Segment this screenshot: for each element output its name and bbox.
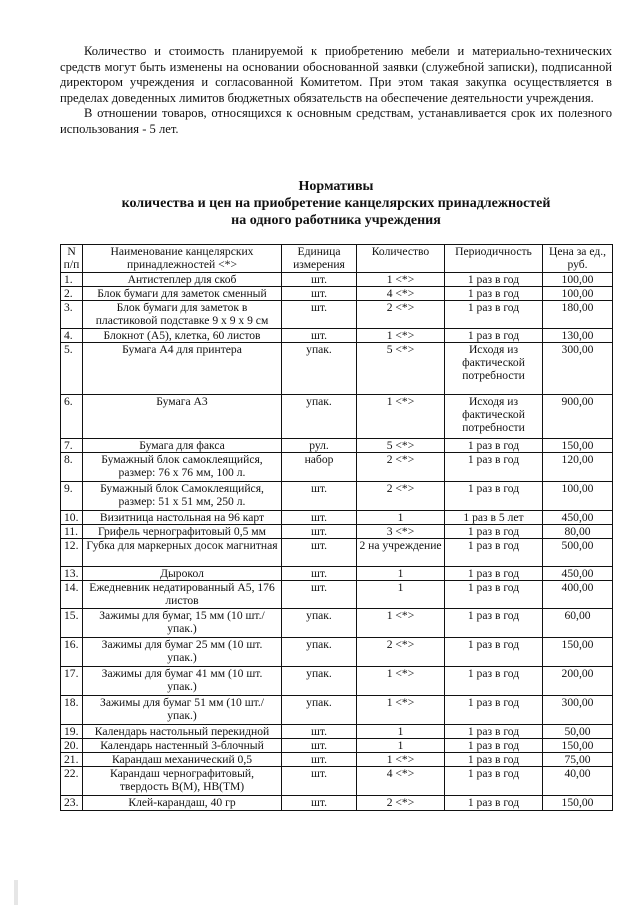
cell-unit: шт. <box>282 273 357 287</box>
cell-quantity: 2 <*> <box>357 453 445 482</box>
table-row <box>61 567 613 581</box>
cell-periodicity: 1 раз в год <box>445 667 543 696</box>
cell-unit: шт. <box>282 301 357 329</box>
cell-number: 14. <box>61 581 83 609</box>
table-row <box>61 301 613 329</box>
cell-periodicity: 1 раз в год <box>445 767 543 796</box>
cell-price: 450,00 <box>543 567 613 581</box>
cell-periodicity: 1 раз в 5 лет <box>445 511 543 525</box>
scan-edge-mark <box>14 880 18 905</box>
cell-name: Клей-карандаш, 40 гр <box>83 796 282 811</box>
cell-name: Бумажный блок самоклеящийся, размер: 76 х 76 мм, 100 л. <box>83 453 282 482</box>
intro-paragraph-2: В отношении товаров, относящихся к основным средствам, устанавливается срок их полезного использования - 5 лет. <box>60 106 612 136</box>
table-row <box>61 696 613 725</box>
cell-name: Блок бумаги для заметок в пластиковой подставке 9 х 9 х 9 см <box>83 301 282 329</box>
cell-number: 1. <box>61 273 83 287</box>
cell-price: 40,00 <box>543 767 613 796</box>
header-name: Наименование канцелярских принадлежностей <*> <box>83 245 282 273</box>
cell-number: 6. <box>61 395 83 439</box>
cell-quantity: 1 <*> <box>357 273 445 287</box>
cell-number: 8. <box>61 453 83 482</box>
table-row <box>61 395 613 439</box>
cell-price: 100,00 <box>543 287 613 301</box>
cell-quantity: 5 <*> <box>357 439 445 453</box>
cell-unit: шт. <box>282 329 357 343</box>
cell-number: 4. <box>61 329 83 343</box>
cell-number: 10. <box>61 511 83 525</box>
cell-periodicity: Исходя из фактической потребности <box>445 395 543 439</box>
cell-unit: шт. <box>282 482 357 511</box>
cell-unit: упак. <box>282 667 357 696</box>
table-row <box>61 453 613 482</box>
cell-periodicity: 1 раз в год <box>445 273 543 287</box>
cell-quantity: 1 <box>357 581 445 609</box>
cell-periodicity: 1 раз в год <box>445 453 543 482</box>
cell-name: Зажимы для бумаг 51 мм (10 шт./упак.) <box>83 696 282 725</box>
cell-unit: набор <box>282 453 357 482</box>
cell-quantity: 4 <*> <box>357 287 445 301</box>
cell-unit: шт. <box>282 539 357 567</box>
cell-name: Визитница настольная на 96 карт <box>83 511 282 525</box>
cell-unit: шт. <box>282 725 357 739</box>
cell-quantity: 3 <*> <box>357 525 445 539</box>
cell-periodicity: 1 раз в год <box>445 567 543 581</box>
cell-quantity: 1 <box>357 739 445 753</box>
cell-periodicity: 1 раз в год <box>445 301 543 329</box>
cell-quantity: 1 <*> <box>357 753 445 767</box>
cell-unit: шт. <box>282 753 357 767</box>
cell-name: Бумага для факса <box>83 439 282 453</box>
header-number: N п/п <box>61 245 83 273</box>
cell-number: 9. <box>61 482 83 511</box>
heading-line-2: количества и цен на приобретение канцелярских принадлежностей <box>121 196 551 211</box>
cell-price: 300,00 <box>543 343 613 395</box>
cell-quantity: 1 <box>357 511 445 525</box>
table-row <box>61 482 613 511</box>
cell-periodicity: 1 раз в год <box>445 609 543 638</box>
cell-periodicity: 1 раз в год <box>445 329 543 343</box>
table-row <box>61 767 613 796</box>
table-row <box>61 525 613 539</box>
cell-number: 19. <box>61 725 83 739</box>
cell-price: 450,00 <box>543 511 613 525</box>
heading-line-1: Нормативы <box>298 179 374 194</box>
header-unit: Единица измерения <box>282 245 357 273</box>
table-row <box>61 581 613 609</box>
cell-number: 5. <box>61 343 83 395</box>
cell-number: 2. <box>61 287 83 301</box>
table-row <box>61 539 613 567</box>
cell-unit: шт. <box>282 511 357 525</box>
cell-unit: шт. <box>282 739 357 753</box>
cell-price: 80,00 <box>543 525 613 539</box>
cell-number: 17. <box>61 667 83 696</box>
cell-number: 15. <box>61 609 83 638</box>
cell-name: Зажимы для бумаг, 15 мм (10 шт./упак.) <box>83 609 282 638</box>
table-row <box>61 273 613 287</box>
cell-name: Зажимы для бумаг 25 мм (10 шт. упак.) <box>83 638 282 667</box>
header-quantity: Количество <box>357 245 445 273</box>
cell-unit: шт. <box>282 581 357 609</box>
table-row <box>61 329 613 343</box>
cell-price: 900,00 <box>543 395 613 439</box>
cell-number: 16. <box>61 638 83 667</box>
cell-name: Бумажный блок Самоклеящийся, размер: 51 х 51 мм, 250 л. <box>83 482 282 511</box>
cell-quantity: 2 <*> <box>357 638 445 667</box>
heading-line-3: на одного работника учреждения <box>231 213 441 228</box>
cell-quantity: 2 на учреждение <box>357 539 445 567</box>
cell-number: 18. <box>61 696 83 725</box>
cell-unit: упак. <box>282 609 357 638</box>
table-row <box>61 725 613 739</box>
cell-name: Блокнот (А5), клетка, 60 листов <box>83 329 282 343</box>
cell-price: 150,00 <box>543 439 613 453</box>
cell-number: 11. <box>61 525 83 539</box>
norms-table <box>60 244 613 811</box>
cell-periodicity: 1 раз в год <box>445 638 543 667</box>
norms-table-wrap <box>60 244 612 811</box>
cell-name: Бумага А4 для принтера <box>83 343 282 395</box>
header-price: Цена за ед., руб. <box>543 245 613 273</box>
cell-price: 150,00 <box>543 796 613 811</box>
cell-price: 500,00 <box>543 539 613 567</box>
cell-quantity: 1 <*> <box>357 395 445 439</box>
cell-periodicity: 1 раз в год <box>445 525 543 539</box>
table-body <box>61 273 613 811</box>
cell-name: Ежедневник недатированный А5, 176 листов <box>83 581 282 609</box>
cell-name: Дырокол <box>83 567 282 581</box>
cell-quantity: 1 <*> <box>357 329 445 343</box>
cell-unit: шт. <box>282 567 357 581</box>
cell-quantity: 2 <*> <box>357 796 445 811</box>
cell-unit: шт. <box>282 767 357 796</box>
table-row <box>61 511 613 525</box>
cell-quantity: 1 <*> <box>357 667 445 696</box>
table-row <box>61 343 613 395</box>
cell-quantity: 1 <*> <box>357 609 445 638</box>
cell-price: 120,00 <box>543 453 613 482</box>
cell-periodicity: 1 раз в год <box>445 287 543 301</box>
cell-name: Грифель чернографитовый 0,5 мм <box>83 525 282 539</box>
cell-price: 50,00 <box>543 725 613 739</box>
cell-name: Календарь настенный 3-блочный <box>83 739 282 753</box>
cell-price: 75,00 <box>543 753 613 767</box>
cell-number: 21. <box>61 753 83 767</box>
cell-name: Зажимы для бумаг 41 мм (10 шт. упак.) <box>83 667 282 696</box>
cell-number: 13. <box>61 567 83 581</box>
cell-unit: шт. <box>282 287 357 301</box>
cell-name: Календарь настольный перекидной <box>83 725 282 739</box>
cell-name: Карандаш чернографитовый, твердость В(М), НВ(ТМ) <box>83 767 282 796</box>
cell-periodicity: 1 раз в год <box>445 539 543 567</box>
cell-price: 150,00 <box>543 739 613 753</box>
cell-price: 100,00 <box>543 273 613 287</box>
cell-name: Антистеплер для скоб <box>83 273 282 287</box>
cell-periodicity: 1 раз в год <box>445 581 543 609</box>
intro-text <box>60 44 612 138</box>
table-row <box>61 287 613 301</box>
cell-price: 100,00 <box>543 482 613 511</box>
cell-price: 200,00 <box>543 667 613 696</box>
cell-price: 60,00 <box>543 609 613 638</box>
cell-price: 180,00 <box>543 301 613 329</box>
cell-periodicity: Исходя из фактической потребности <box>445 343 543 395</box>
cell-name: Бумага А3 <box>83 395 282 439</box>
cell-price: 400,00 <box>543 581 613 609</box>
cell-price: 150,00 <box>543 638 613 667</box>
document-heading <box>60 178 612 229</box>
cell-quantity: 1 <box>357 725 445 739</box>
table-row <box>61 439 613 453</box>
cell-unit: упак. <box>282 343 357 395</box>
cell-number: 23. <box>61 796 83 811</box>
table-row <box>61 609 613 638</box>
cell-name: Губка для маркерных досок магнитная <box>83 539 282 567</box>
cell-periodicity: 1 раз в год <box>445 482 543 511</box>
cell-unit: упак. <box>282 638 357 667</box>
cell-unit: упак. <box>282 395 357 439</box>
cell-quantity: 2 <*> <box>357 301 445 329</box>
cell-number: 3. <box>61 301 83 329</box>
cell-periodicity: 1 раз в год <box>445 725 543 739</box>
table-row <box>61 667 613 696</box>
cell-periodicity: 1 раз в год <box>445 739 543 753</box>
cell-periodicity: 1 раз в год <box>445 796 543 811</box>
cell-number: 20. <box>61 739 83 753</box>
cell-price: 130,00 <box>543 329 613 343</box>
table-header-row <box>61 245 613 273</box>
cell-name: Блок бумаги для заметок сменный <box>83 287 282 301</box>
cell-name: Карандаш механический 0,5 <box>83 753 282 767</box>
intro-paragraph-1: Количество и стоимость планируемой к приобретению мебели и материально-технических средств могут быть изменены на основании обоснованной заявки (служебной записки), подписанной директором учреждения и согласованной Комитетом. При этом такая закупка осуществляется в пределах доведенных лимитов бюджетных обязательств на обеспечение деятельности учреждения. <box>60 44 612 105</box>
cell-number: 7. <box>61 439 83 453</box>
table-row <box>61 638 613 667</box>
table-row <box>61 796 613 811</box>
cell-number: 12. <box>61 539 83 567</box>
cell-unit: шт. <box>282 525 357 539</box>
cell-number: 22. <box>61 767 83 796</box>
cell-quantity: 1 <*> <box>357 696 445 725</box>
cell-quantity: 4 <*> <box>357 767 445 796</box>
cell-periodicity: 1 раз в год <box>445 439 543 453</box>
table-row <box>61 739 613 753</box>
cell-quantity: 1 <box>357 567 445 581</box>
cell-unit: рул. <box>282 439 357 453</box>
cell-unit: шт. <box>282 796 357 811</box>
cell-periodicity: 1 раз в год <box>445 753 543 767</box>
header-periodicity: Периодичность <box>445 245 543 273</box>
cell-periodicity: 1 раз в год <box>445 696 543 725</box>
table-row <box>61 753 613 767</box>
cell-quantity: 2 <*> <box>357 482 445 511</box>
cell-price: 300,00 <box>543 696 613 725</box>
cell-unit: упак. <box>282 696 357 725</box>
cell-quantity: 5 <*> <box>357 343 445 395</box>
